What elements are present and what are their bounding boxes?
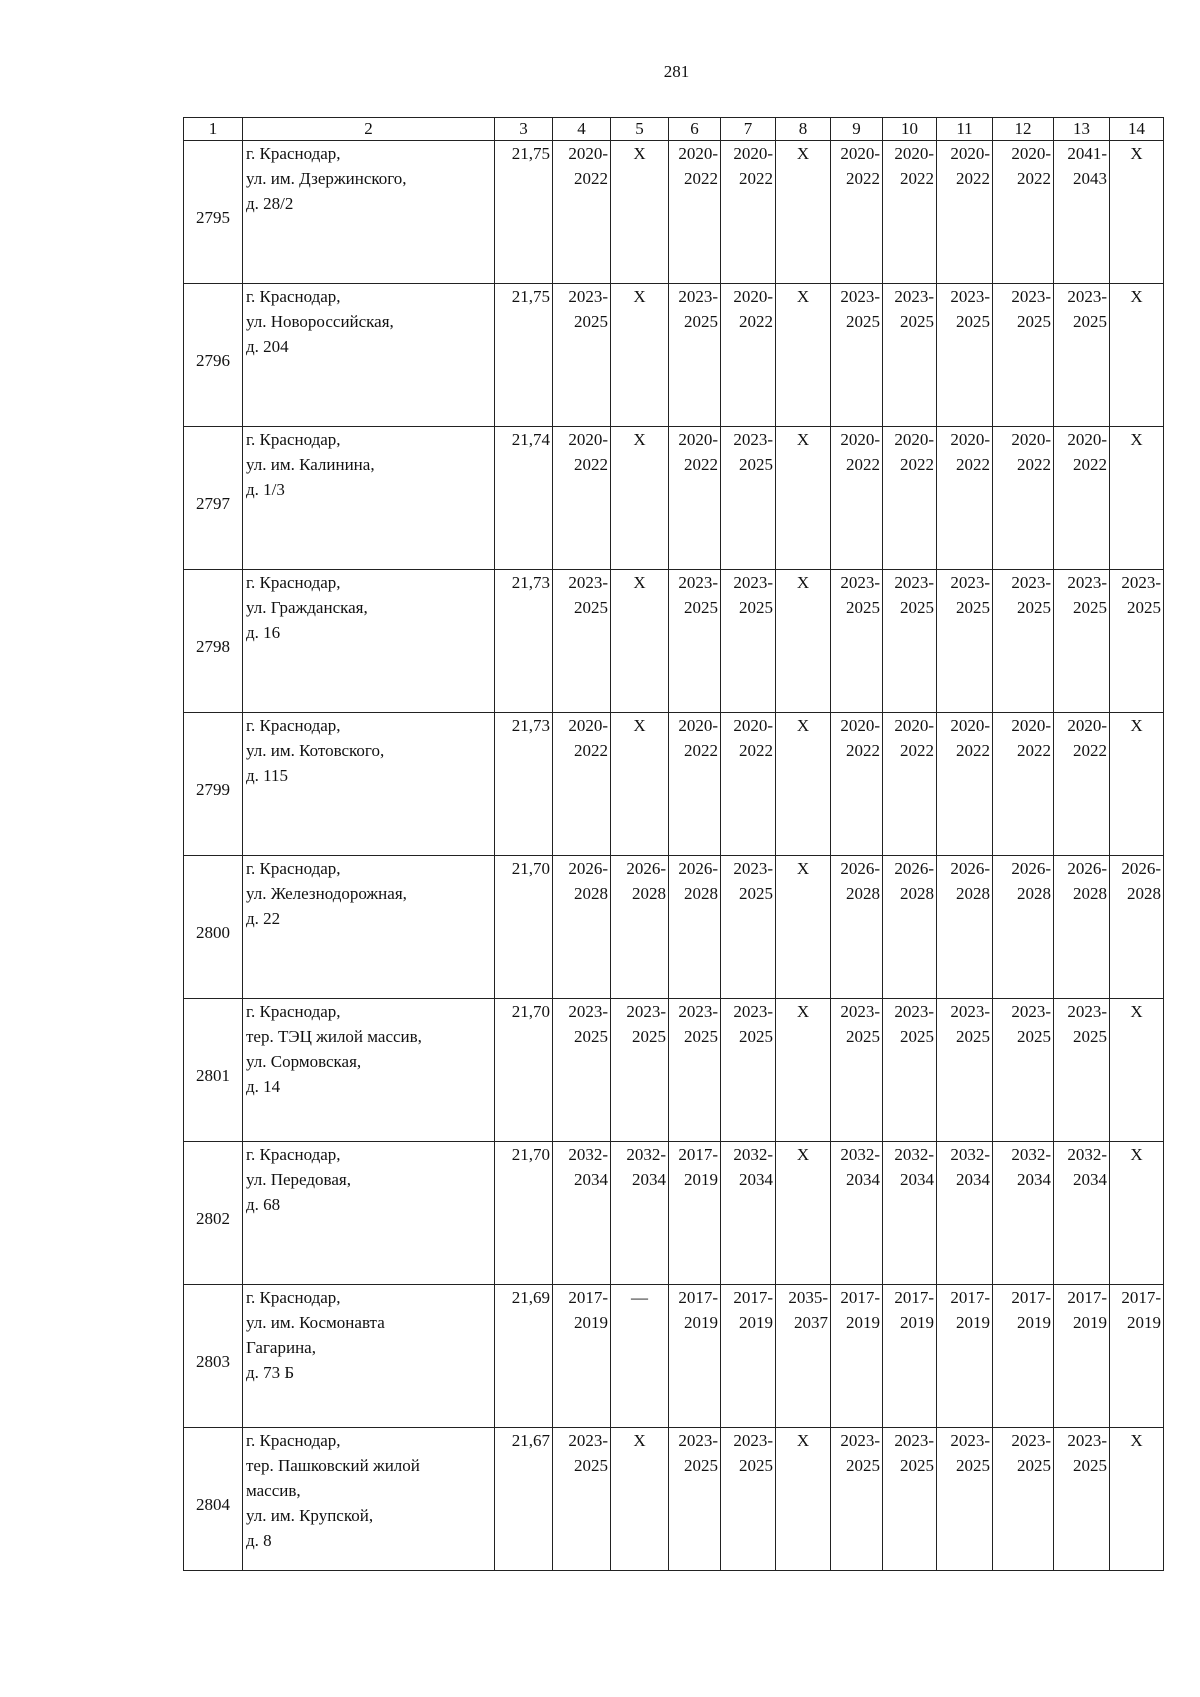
table-row — [184, 1428, 1164, 1571]
period-cell: 2020- 2022 — [669, 713, 721, 856]
period-cell: 2032- 2034 — [831, 1142, 883, 1285]
period-cell: 2023- 2025 — [553, 999, 611, 1142]
period-cell: 2023- 2025 — [831, 570, 883, 713]
period-cell: 2020- 2022 — [669, 427, 721, 570]
period-cell: 2023- 2025 — [831, 1428, 883, 1571]
period-cell: Х — [776, 713, 831, 856]
data-table — [183, 117, 1164, 1571]
period-cell: 2020- 2022 — [669, 141, 721, 284]
table-row — [184, 713, 1164, 856]
period-cell: 2032- 2034 — [993, 1142, 1054, 1285]
period-cell: 2032- 2034 — [721, 1142, 776, 1285]
table-row — [184, 570, 1164, 713]
period-cell: 2023- 2025 — [993, 570, 1054, 713]
period-cell: Х — [776, 1142, 831, 1285]
value-cell: 21,69 — [495, 1285, 553, 1428]
period-cell: 2023- 2025 — [993, 284, 1054, 427]
row-number: 2796 — [184, 284, 243, 427]
period-cell: Х — [776, 856, 831, 999]
period-cell: 2020- 2022 — [553, 141, 611, 284]
period-cell: 2023- 2025 — [1054, 1428, 1110, 1571]
period-cell: 2020- 2022 — [937, 713, 993, 856]
period-cell: Х — [1110, 1428, 1164, 1571]
period-cell: 2041- 2043 — [1054, 141, 1110, 284]
period-cell: 2023- 2025 — [993, 999, 1054, 1142]
period-cell: Х — [611, 570, 669, 713]
period-cell: 2023- 2025 — [883, 284, 937, 427]
header-row — [184, 118, 1164, 141]
period-cell: 2026- 2028 — [669, 856, 721, 999]
header-cell: 13 — [1054, 118, 1110, 141]
period-cell: 2023- 2025 — [1054, 284, 1110, 427]
period-cell: 2023- 2025 — [1110, 570, 1164, 713]
period-cell: 2020- 2022 — [721, 141, 776, 284]
row-number: 2801 — [184, 999, 243, 1142]
value-cell: 21,73 — [495, 570, 553, 713]
header-cell: 11 — [937, 118, 993, 141]
table-row — [184, 856, 1164, 999]
period-cell: 2017- 2019 — [993, 1285, 1054, 1428]
period-cell: 2023- 2025 — [937, 999, 993, 1142]
period-cell: 2023- 2025 — [937, 570, 993, 713]
address-cell: г. Краснодар, ул. им. Калинина, д. 1/3 — [243, 427, 495, 570]
header-cell: 9 — [831, 118, 883, 141]
address-cell: г. Краснодар, тер. ТЭЦ жилой массив, ул. Сормовская, д. 14 — [243, 999, 495, 1142]
period-cell: 2032- 2034 — [611, 1142, 669, 1285]
period-cell: 2023- 2025 — [993, 1428, 1054, 1571]
period-cell: 2023- 2025 — [721, 1428, 776, 1571]
period-cell: Х — [611, 713, 669, 856]
period-cell: 2017- 2019 — [553, 1285, 611, 1428]
period-cell: 2020- 2022 — [937, 427, 993, 570]
header-cell: 12 — [993, 118, 1054, 141]
period-cell: 2023- 2025 — [611, 999, 669, 1142]
period-cell: 2023- 2025 — [831, 284, 883, 427]
header-cell: 5 — [611, 118, 669, 141]
period-cell: 2020- 2022 — [831, 141, 883, 284]
period-cell: Х — [776, 141, 831, 284]
header-cell: 8 — [776, 118, 831, 141]
period-cell: Х — [776, 284, 831, 427]
period-cell: Х — [1110, 141, 1164, 284]
period-cell: 2017- 2019 — [937, 1285, 993, 1428]
table-row — [184, 999, 1164, 1142]
period-cell: Х — [611, 427, 669, 570]
period-cell: Х — [776, 999, 831, 1142]
header-cell: 3 — [495, 118, 553, 141]
period-cell: 2032- 2034 — [553, 1142, 611, 1285]
period-cell: 2023- 2025 — [721, 856, 776, 999]
header-cell: 4 — [553, 118, 611, 141]
address-cell: г. Краснодар, ул. Гражданская, д. 16 — [243, 570, 495, 713]
period-cell: Х — [776, 570, 831, 713]
row-number: 2802 — [184, 1142, 243, 1285]
period-cell: 2023- 2025 — [937, 284, 993, 427]
period-cell: Х — [611, 284, 669, 427]
value-cell: 21,73 — [495, 713, 553, 856]
period-cell: 2032- 2034 — [883, 1142, 937, 1285]
period-cell: 2026- 2028 — [883, 856, 937, 999]
period-cell: 2023- 2025 — [937, 1428, 993, 1571]
period-cell: 2023- 2025 — [669, 1428, 721, 1571]
period-cell: 2023- 2025 — [1054, 999, 1110, 1142]
period-cell: 2020- 2022 — [883, 713, 937, 856]
period-cell: 2020- 2022 — [883, 141, 937, 284]
address-cell: г. Краснодар, ул. Новороссийская, д. 204 — [243, 284, 495, 427]
period-cell: 2017- 2019 — [831, 1285, 883, 1428]
period-cell: 2020- 2022 — [831, 713, 883, 856]
period-cell: 2026- 2028 — [1110, 856, 1164, 999]
period-cell: 2020- 2022 — [1054, 713, 1110, 856]
period-cell: 2017- 2019 — [1054, 1285, 1110, 1428]
period-cell: — — [611, 1285, 669, 1428]
period-cell: 2023- 2025 — [669, 570, 721, 713]
row-number: 2803 — [184, 1285, 243, 1428]
period-cell: Х — [1110, 713, 1164, 856]
period-cell: 2023- 2025 — [883, 999, 937, 1142]
value-cell: 21,75 — [495, 141, 553, 284]
period-cell: 2020- 2022 — [721, 284, 776, 427]
value-cell: 21,70 — [495, 1142, 553, 1285]
period-cell: Х — [776, 427, 831, 570]
period-cell: 2023- 2025 — [831, 999, 883, 1142]
period-cell: 2026- 2028 — [831, 856, 883, 999]
period-cell: 2020- 2022 — [553, 713, 611, 856]
row-number: 2797 — [184, 427, 243, 570]
value-cell: 21,67 — [495, 1428, 553, 1571]
period-cell: 2020- 2022 — [993, 141, 1054, 284]
table-row — [184, 1142, 1164, 1285]
period-cell: 2026- 2028 — [993, 856, 1054, 999]
period-cell: 2023- 2025 — [883, 1428, 937, 1571]
header-cell: 6 — [669, 118, 721, 141]
page-number: 281 — [663, 62, 690, 81]
address-cell: г. Краснодар, ул. Железнодорожная, д. 22 — [243, 856, 495, 999]
period-cell: 2023- 2025 — [883, 570, 937, 713]
period-cell: 2023- 2025 — [1054, 570, 1110, 713]
period-cell: 2026- 2028 — [611, 856, 669, 999]
table-row — [184, 284, 1164, 427]
period-cell: Х — [1110, 427, 1164, 570]
period-cell: 2017- 2019 — [669, 1142, 721, 1285]
period-cell: 2020- 2022 — [993, 427, 1054, 570]
period-cell: 2020- 2022 — [721, 713, 776, 856]
period-cell: 2023- 2025 — [669, 999, 721, 1142]
period-cell: 2023- 2025 — [721, 570, 776, 713]
value-cell: 21,75 — [495, 284, 553, 427]
period-cell: Х — [1110, 284, 1164, 427]
period-cell: 2032- 2034 — [937, 1142, 993, 1285]
header-cell: 10 — [883, 118, 937, 141]
period-cell: 2035- 2037 — [776, 1285, 831, 1428]
address-cell: г. Краснодар, ул. им. Космонавта Гагарина, д. 73 Б — [243, 1285, 495, 1428]
period-cell: 2020- 2022 — [883, 427, 937, 570]
value-cell: 21,70 — [495, 856, 553, 999]
period-cell: Х — [776, 1428, 831, 1571]
row-number: 2798 — [184, 570, 243, 713]
row-number: 2800 — [184, 856, 243, 999]
table-row — [184, 427, 1164, 570]
period-cell: Х — [1110, 999, 1164, 1142]
header-cell: 1 — [184, 118, 243, 141]
address-cell: г. Краснодар, ул. Передовая, д. 68 — [243, 1142, 495, 1285]
row-number: 2799 — [184, 713, 243, 856]
period-cell: Х — [611, 1428, 669, 1571]
period-cell: 2023- 2025 — [721, 999, 776, 1142]
period-cell: 2032- 2034 — [1054, 1142, 1110, 1285]
period-cell: 2023- 2025 — [553, 284, 611, 427]
period-cell: 2020- 2022 — [831, 427, 883, 570]
period-cell: 2020- 2022 — [937, 141, 993, 284]
value-cell: 21,70 — [495, 999, 553, 1142]
period-cell: Х — [611, 141, 669, 284]
period-cell: 2023- 2025 — [553, 570, 611, 713]
row-number: 2795 — [184, 141, 243, 284]
period-cell: 2026- 2028 — [1054, 856, 1110, 999]
period-cell: 2023- 2025 — [553, 1428, 611, 1571]
period-cell: 2017- 2019 — [721, 1285, 776, 1428]
period-cell: 2020- 2022 — [1054, 427, 1110, 570]
header-cell: 2 — [243, 118, 495, 141]
period-cell: 2026- 2028 — [553, 856, 611, 999]
address-cell: г. Краснодар, ул. им. Дзержинского, д. 28/2 — [243, 141, 495, 284]
row-number: 2804 — [184, 1428, 243, 1571]
period-cell: 2017- 2019 — [669, 1285, 721, 1428]
period-cell: 2026- 2028 — [937, 856, 993, 999]
table-row — [184, 1285, 1164, 1428]
header-cell: 14 — [1110, 118, 1164, 141]
value-cell: 21,74 — [495, 427, 553, 570]
period-cell: Х — [1110, 1142, 1164, 1285]
address-cell: г. Краснодар, ул. им. Котовского, д. 115 — [243, 713, 495, 856]
period-cell: 2023- 2025 — [669, 284, 721, 427]
address-cell: г. Краснодар, тер. Пашковский жилой массив, ул. им. Крупской, д. 8 — [243, 1428, 495, 1571]
table-row — [184, 141, 1164, 284]
period-cell: 2017- 2019 — [883, 1285, 937, 1428]
period-cell: 2020- 2022 — [993, 713, 1054, 856]
header-cell: 7 — [721, 118, 776, 141]
period-cell: 2020- 2022 — [553, 427, 611, 570]
period-cell: 2017- 2019 — [1110, 1285, 1164, 1428]
period-cell: 2023- 2025 — [721, 427, 776, 570]
